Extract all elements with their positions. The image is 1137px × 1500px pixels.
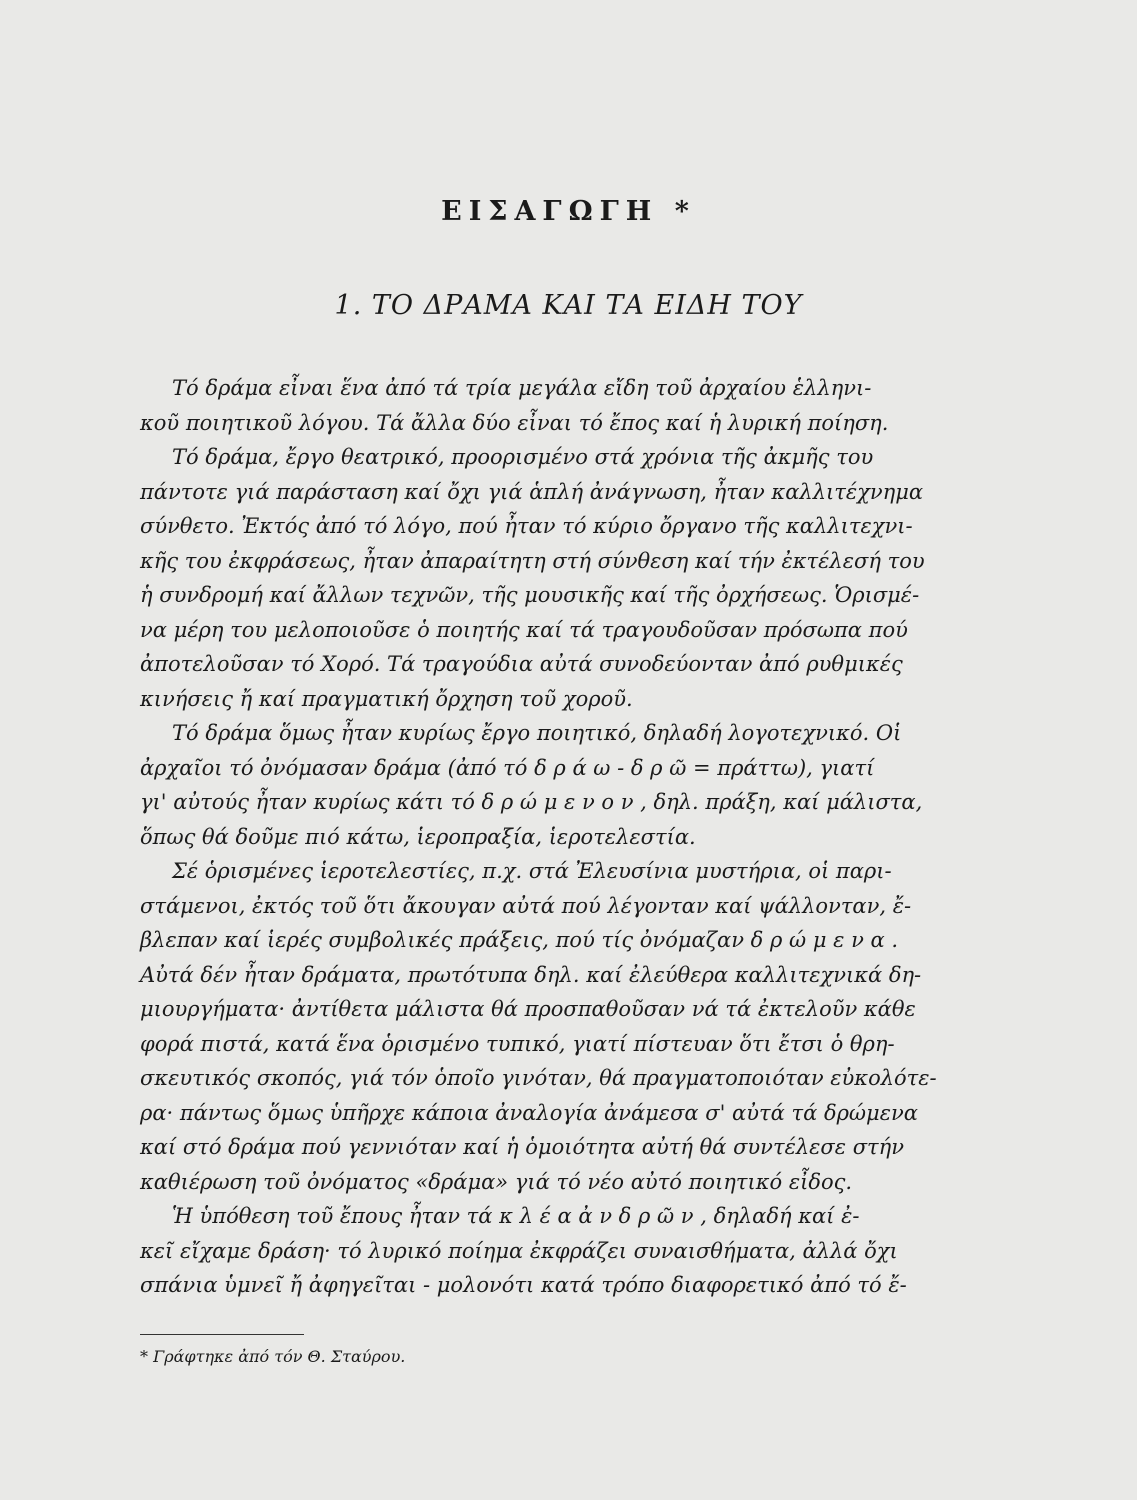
text-line: μιουργήματα· ἀντίθετα μάλιστα θά προσπαθοῦσαν νά τά ἐκτελοῦν κάθε <box>140 997 916 1021</box>
text-line: Τό δράμα εἶναι ἕνα ἀπό τά τρία μεγάλα εἴδη τοῦ ἀρχαίου ἑλληνι- <box>172 376 872 400</box>
section-heading: 1. ΤΟ ΔΡΑΜΑ ΚΑΙ ΤΑ ΕΙΔΗ ΤΟΥ <box>334 290 803 321</box>
text-line: Σέ ὁρισμένες ἱεροτελεστίες, π.χ. στά Ἐλευσίνια μυστήρια, οἱ παρι- <box>172 859 892 883</box>
footnote: * Γράφτηκε ἀπό τόν Θ. Σταύρου. <box>140 1347 406 1366</box>
text-line: ρα· πάντως ὅμως ὑπῆρχε κάποια ἀναλογία ἀνάμεσα σ' αὐτά τά δρώμενα <box>140 1100 918 1125</box>
text-line: ὅπως θά δοῦμε πιό κάτω, ἱεροπραξία, ἱεροτελεστία. <box>140 824 696 849</box>
text-line: ἡ συνδρομή καί ἄλλων τεχνῶν, τῆς μουσικῆς καί τῆς ὀρχήσεως. Ὁρισμέ- <box>140 583 920 607</box>
text-line: Ἡ ὑπόθεση τοῦ ἔπους ἦταν τά κ λ έ α ἀ ν δ ρ ῶ ν , δηλαδή καί ἐ- <box>172 1204 860 1228</box>
text-line: σκευτικός σκοπός, γιά τόν ὁποῖο γινόταν, θά πραγματοποιόταν εὐκολότε- <box>140 1066 937 1090</box>
text-line: ἀρχαῖοι τό ὀνόμασαν δράμα (ἀπό τό δ ρ ά ω - δ ρ ῶ = πράττω), γιατί <box>140 755 875 780</box>
text-line: σπάνια ὑμνεῖ ἤ ἀφηγεῖται - μολονότι κατά τρόπο διαφορετικό ἀπό τό ἔ- <box>140 1273 907 1297</box>
text-line: βλεπαν καί ἱερές συμβολικές πράξεις, πού τίς ὀνόμαζαν δ ρ ώ μ ε ν α . <box>140 928 899 952</box>
footnote-divider <box>140 1334 304 1335</box>
text-line: καί στό δράμα πού γεννιόταν καί ἡ ὁμοιότητα αὐτή θά συντέλεσε στήν <box>140 1135 904 1159</box>
text-line: σύνθετο. Ἐκτός ἀπό τό λόγο, πού ἦταν τό κύριο ὄργανο τῆς καλλιτεχνι- <box>140 514 913 538</box>
text-line: στάμενοι, ἐκτός τοῦ ὅτι ἄκουγαν αὐτά πού λέγονταν καί ψάλλονταν, ἔ- <box>140 893 912 918</box>
text-line: Αὐτά δέν ἦταν δράματα, πρωτότυπα δηλ. καί ἐλεύθερα καλλιτεχνικά δη- <box>140 962 922 987</box>
text-line: κεῖ εἴχαμε δράση· τό λυρικό ποίημα ἐκφράζει συναισθήματα, ἀλλά ὄχι <box>140 1238 898 1263</box>
text-line: Τό δράμα, ἔργο θεατρικό, προορισμένο στά χρόνια τῆς ἀκμῆς του <box>172 445 874 469</box>
text-line: γι' αὐτούς ἦταν κυρίως κάτι τό δ ρ ώ μ ε ν ο ν , δηλ. πράξη, καί μάλιστα, <box>140 790 923 814</box>
text-line: Τό δράμα ὅμως ἦταν κυρίως ἔργο ποιητικό, δηλαδή λογοτεχνικό. Οἱ <box>172 721 902 745</box>
text-line: πάντοτε γιά παράσταση καί ὄχι γιά ἁπλή ἀνάγνωση, ἦταν καλλιτέχνημα <box>140 479 924 504</box>
text-line: φορά πιστά, κατά ἕνα ὁρισμένο τυπικό, γιατί πίστευαν ὅτι ἔτσι ὁ θρη- <box>140 1031 895 1056</box>
text-line: ἀποτελοῦσαν τό Χορό. Τά τραγούδια αὐτά συνοδεύονταν ἀπό ρυθμικές <box>140 652 903 676</box>
text-line: κινήσεις ἤ καί πραγματική ὄρχηση τοῦ χοροῦ. <box>140 686 633 711</box>
text-line: κοῦ ποιητικοῦ λόγου. Τά ἄλλα δύο εἶναι τό ἔπος καί ἡ λυρική ποίηση. <box>140 410 889 435</box>
text-line: να μέρη του μελοποιοῦσε ὁ ποιητής καί τά τραγουδοῦσαν πρόσωπα πού <box>140 617 908 642</box>
text-line: καθιέρωση τοῦ ὀνόματος «δράμα» γιά τό νέο αὐτό ποιητικό εἶδος. <box>140 1169 853 1194</box>
text-line: κῆς του ἐκφράσεως, ἦταν ἀπαραίτητη στή σύνθεση καί τήν ἐκτέλεσή του <box>140 548 925 573</box>
body-text <box>140 371 1003 1303</box>
page-title: ΕΙΣΑΓΩΓΗ * <box>441 196 696 227</box>
